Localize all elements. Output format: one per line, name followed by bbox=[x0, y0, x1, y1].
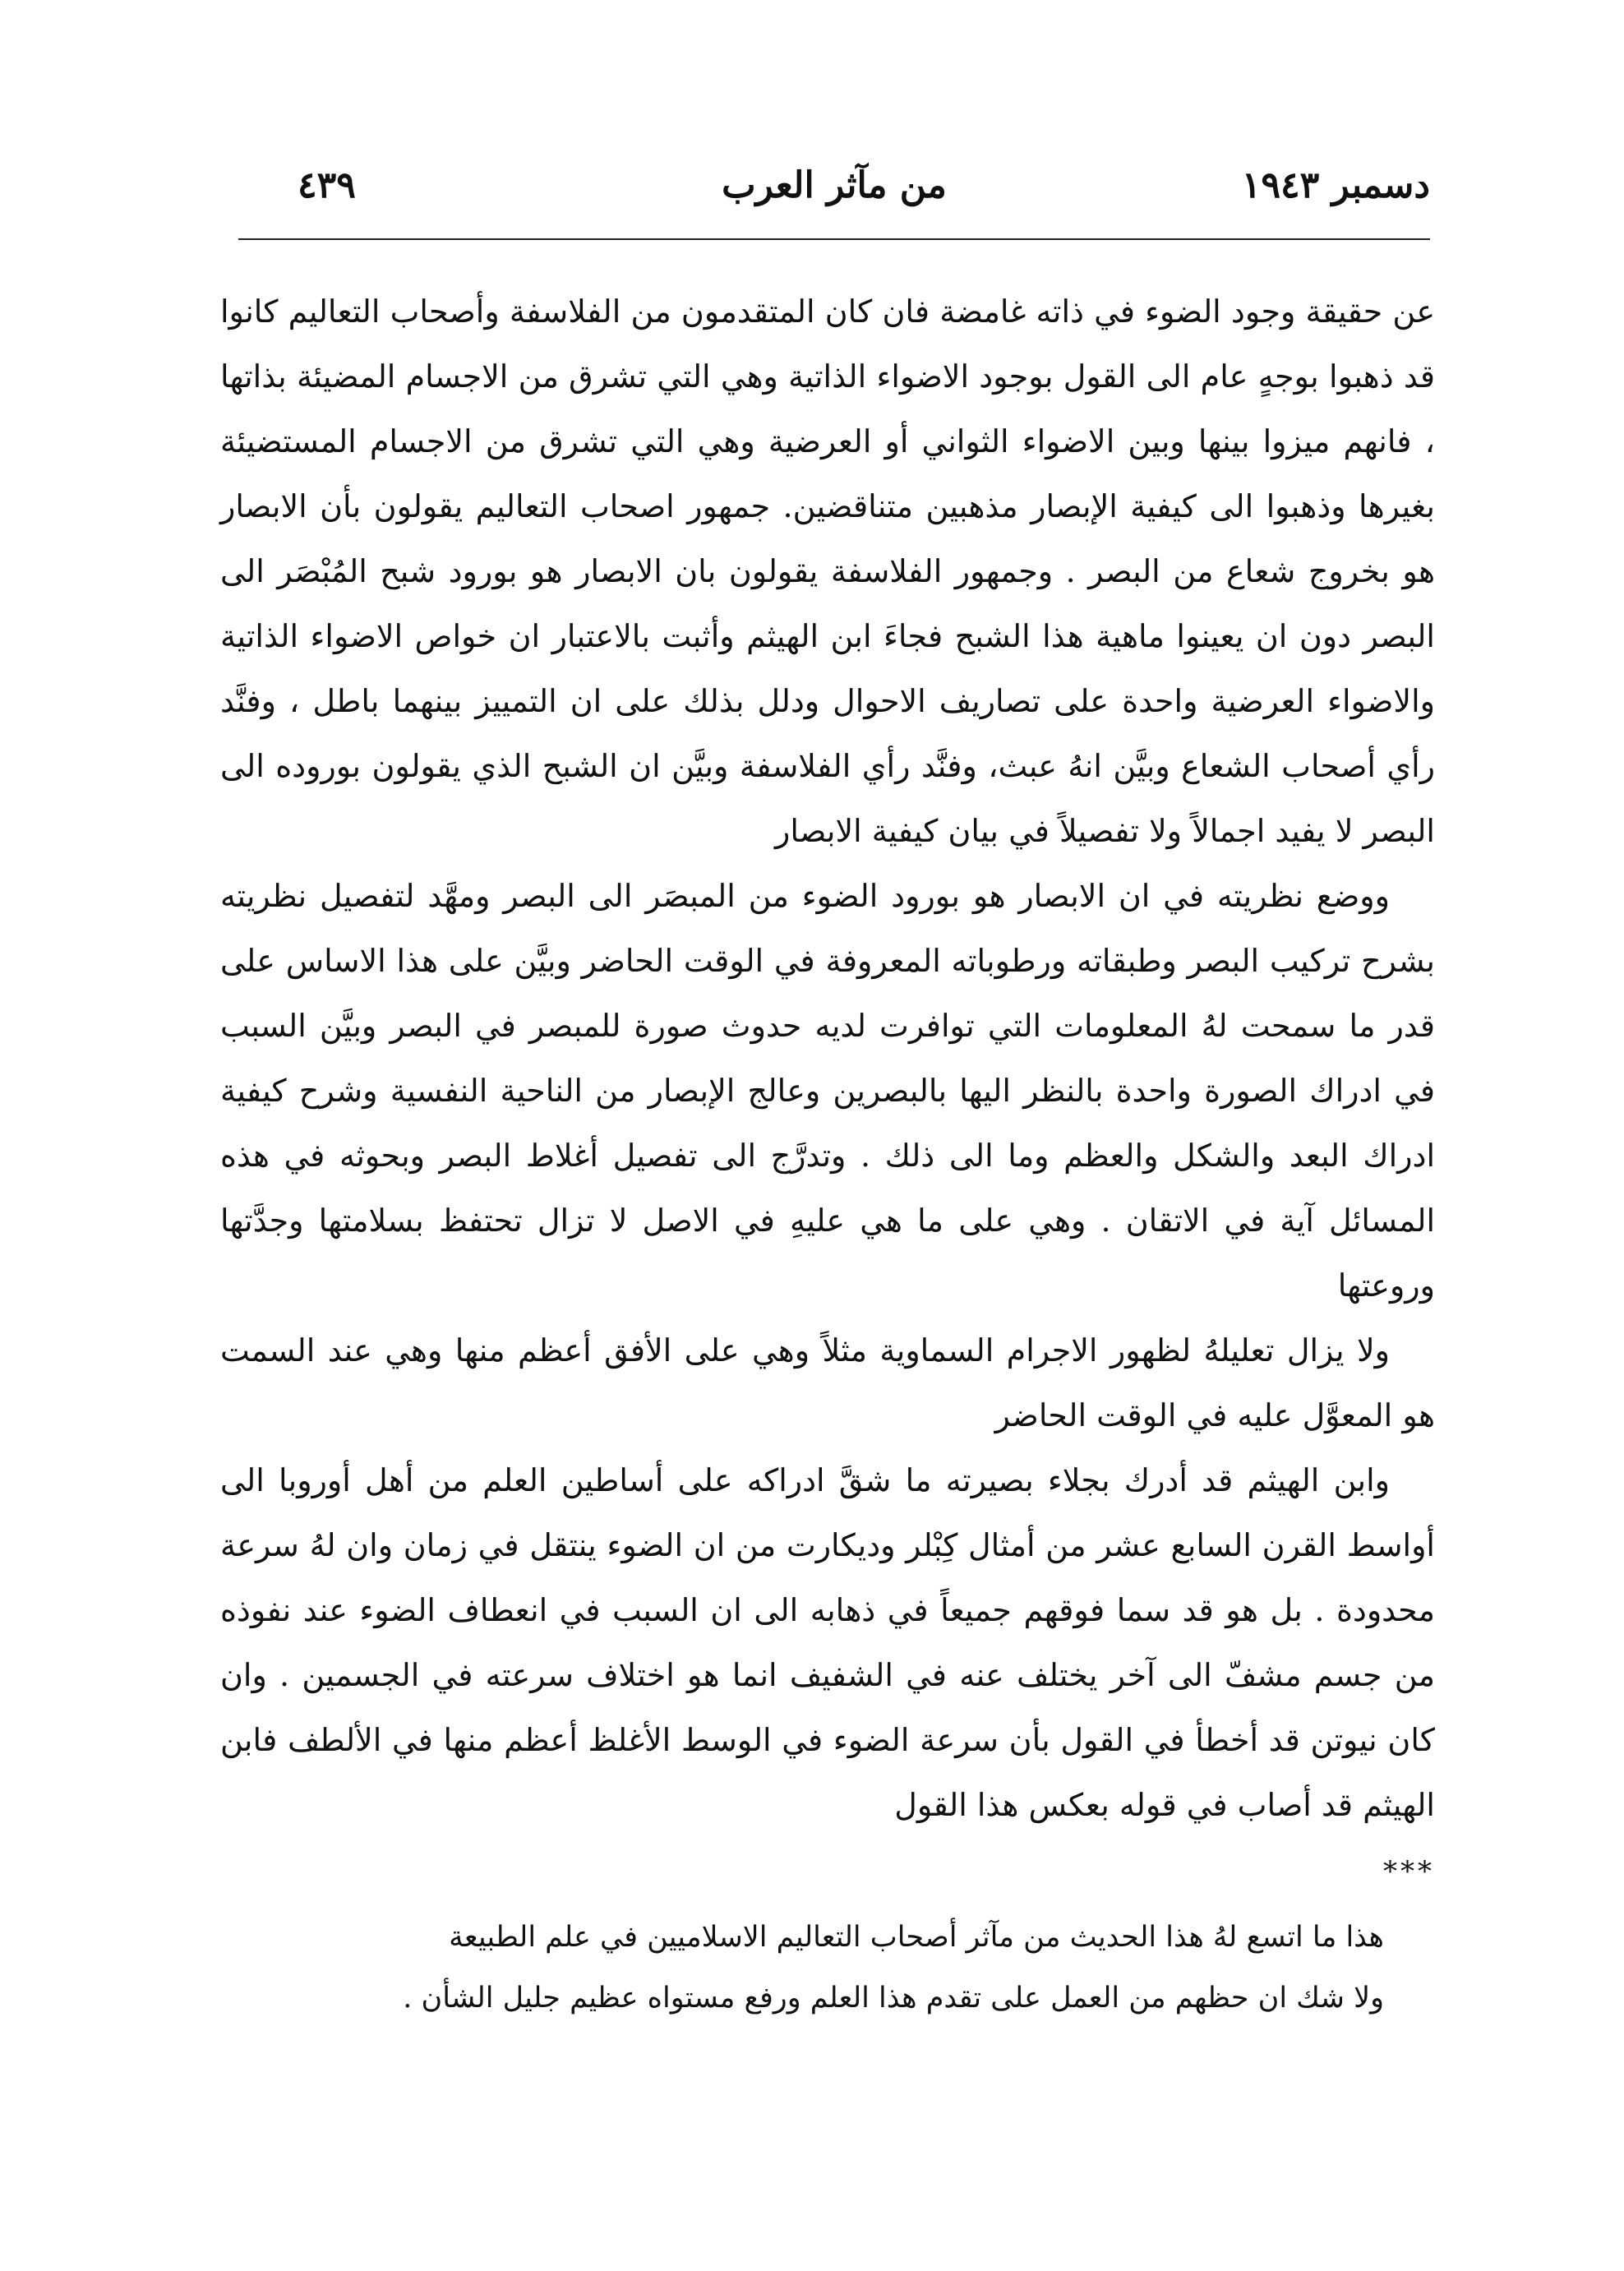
closing-block bbox=[220, 1907, 1435, 2029]
header-rule bbox=[238, 238, 1430, 240]
paragraph-4: وابن الهيثم قد أدرك بجلاء بصيرته ما شقَّ ادراكه على أساطين العلم من أهل أوروبا الى أواسط القرن السابع عشر من أمثال كِبْلر وديكارت من ان الضوء ينتقل في زمان وان لهُ سرعة محدودة . بل هو قد سما فوقهم جميعاً في ذهابه الى ان السبب في انعطاف الضوء عند نفوذه من جسم مشفّ الى آخر يختلف عنه في الشفيف انما هو اختلاف سرعته في الجسمين . وان كان نيوتن قد أخطأ في القول بأن سرعة الضوء في الوسط الأغلظ أعظم منها في الألطف فابن الهيثم قد أصاب في قوله بعكس هذا القول bbox=[220, 1462, 1435, 1823]
paragraph-2: ووضع نظريته في ان الابصار هو بورود الضوء من المبصَر الى البصر ومهَّد لتفصيل نظريته بشرح تركيب البصر وطبقاته ورطوباته المعروفة في الوقت الحاضر وبيَّن على هذا الاساس على قدر ما سمحت لهُ المعلومات التي توافرت لديه حدوث صورة للمبصر في البصر وبيَّن السبب في ادراك الصورة واحدة بالنظر اليها بالبصرين وعالج الإبصار من الناحية النفسية وشرح كيفية ادراك البعد والشكل والعظم وما الى ذلك . وتدرَّج الى تفصيل أغلاط البصر وبحوثه في هذه المسائل آية في الاتقان . وهي على ما هي عليهِ في الاصل لا تزال تحتفظ بسلامتها وجدَّتها وروعتها bbox=[220, 878, 1435, 1304]
running-title: من مآثر العرب bbox=[722, 164, 947, 206]
closing-line-1: هذا ما اتسع لهُ هذا الحديث من مآثر أصحاب التعاليم الاسلاميين في علم الطبيعة bbox=[449, 1921, 1384, 1954]
paragraph-3: ولا يزال تعليلهُ لظهور الاجرام السماوية مثلاً وهي على الأفق أعظم منها وهي عند السمت هو المعوَّل عليه في الوقت الحاضر bbox=[220, 1332, 1435, 1433]
paragraph-1: عن حقيقة وجود الضوء في ذاته غامضة فان كان المتقدمون من الفلاسفة وأصحاب التعاليم كانوا قد ذهبوا بوجهٍ عام الى القول بوجود الاضواء الذاتية وهي التي تشرق من الاجسام المضيئة بذاتها ، فانهم ميزوا بينها وبين الاضواء الثواني أو العرضية وهي التي تشرق من الاجسام المستضيئة بغيرها وذهبوا الى كيفية الإبصار مذهبين متناقضين. جمهور اصحاب التعاليم يقولون بأن الابصار هو بخروج شعاع من البصر . وجمهور الفلاسفة يقولون بان الابصار هو بورود شبح المُبْصَر الى البصر دون ان يعينوا ماهية هذا الشبح فجاءَ ابن الهيثم وأثبت بالاعتبار ان خواص الاضواء الذاتية والاضواء العرضية واحدة على تصاريف الاحوال ودلل بذلك على ان التمييز بينهما باطل ، وفنَّد رأي أصحاب الشعاع وبيَّن انهُ عبث، وفنَّد رأي الفلاسفة وبيَّن ان الشبح الذي يقولون بوروده الى البصر لا يفيد اجمالاً ولا تفصيلاً في بيان كيفية الابصار bbox=[220, 293, 1435, 849]
section-separator: *** bbox=[1383, 1855, 1435, 1888]
issue-date: دسمبر ١٩٤٣ bbox=[1241, 164, 1430, 206]
running-header bbox=[238, 164, 1430, 222]
page-number: ٤٣٩ bbox=[298, 164, 356, 206]
article-body bbox=[220, 279, 1435, 2029]
closing-line-2: ولا شك ان حظهم من العمل على تقدم هذا العلم ورفع مستواه عظيم جليل الشأن . bbox=[403, 1982, 1384, 2015]
